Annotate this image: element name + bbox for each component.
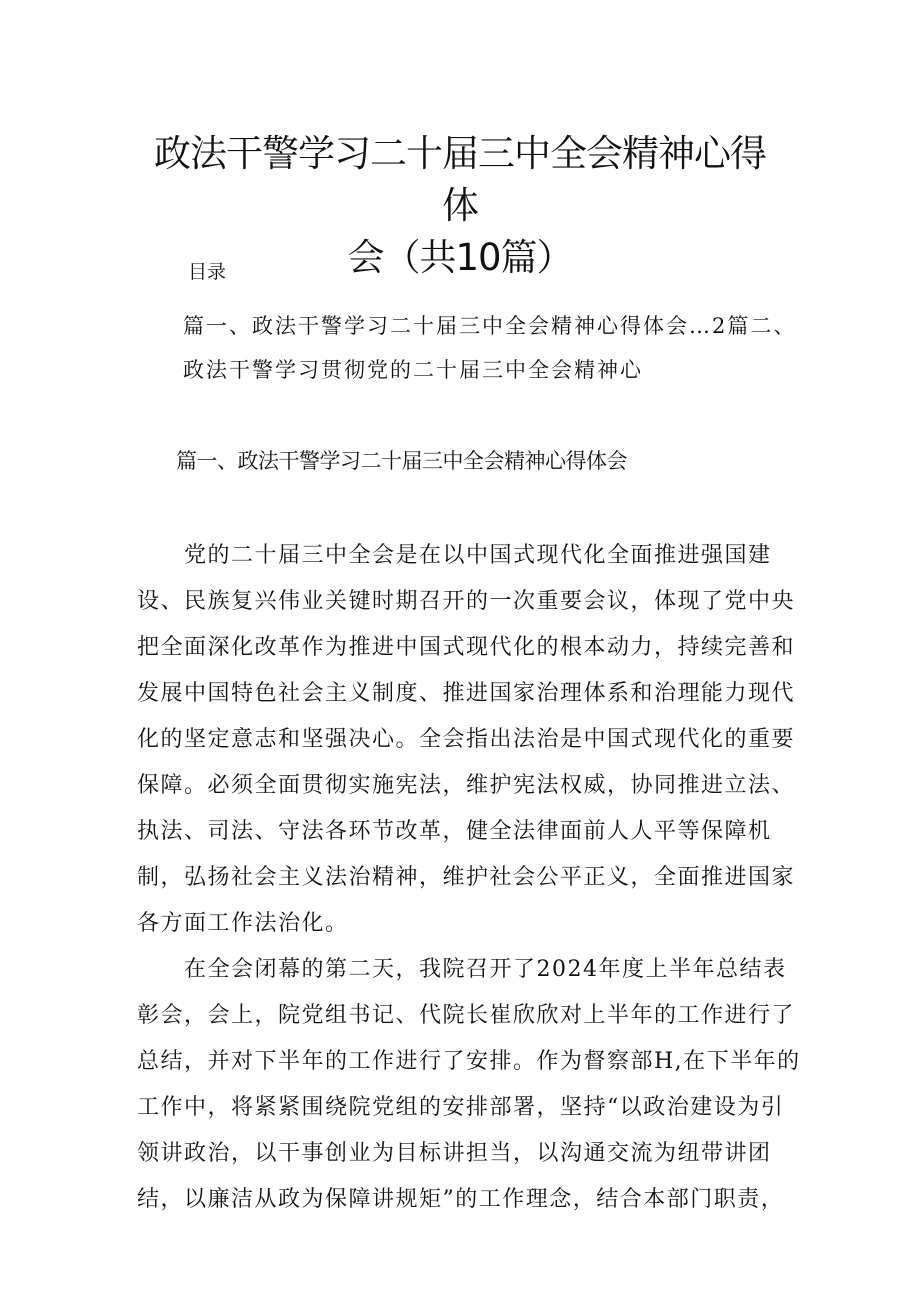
text-line: 总结，并对下半年的工作进行了安排。作为督察部H,在下半年的 — [137, 1049, 801, 1074]
text-line: 各方面工作法治化。 — [137, 911, 349, 936]
text-line: 发展中国特色社会主义制度、推进国家治理体系和治理能力现代 — [137, 681, 796, 706]
text-line: 保障。必须全面贯彻实施宪法，维护宪法权威，协同推进立法、 — [137, 773, 796, 798]
toc-entry-line[interactable]: 篇一、政法干警学习二十届三中全会精神心得体会…2篇二、 — [183, 314, 797, 338]
text-line: 制，弘扬社会主义法治精神，维护社会公平正义，全面推进国家 — [137, 865, 796, 890]
text-line: 党的二十届三中全会是在以中国式现代化全面推进强国建 — [184, 543, 772, 568]
text-line: 结，以廉洁从政为保障讲规矩”的工作理念，结合本部门职责， — [137, 1187, 785, 1212]
text-line: 工作中，将紧紧围绕院党组的安排部署，坚持“以政治建设为引 — [137, 1095, 785, 1120]
text-line: 设、民族复兴伟业关键时期召开的一次重要会议，体现了党中央 — [137, 589, 796, 614]
title-line-2: 会（共10篇） — [347, 236, 573, 279]
text-line: 彰会，会上，院党组书记、代院长崔欣欣对上半年的工作进行了 — [137, 1003, 796, 1028]
section-heading: 篇一、政法干警学习二十届三中全会精神心得体会 — [176, 449, 627, 473]
title-line-1: 政法干警学习二十届三中全会精神心得体 — [154, 132, 766, 227]
text-line: 执法、司法、守法各环节改革，健全法律面前人人平等保障机 — [137, 819, 772, 844]
text-line: 化的坚定意志和坚强决心。全会指出法治是中国式现代化的重要 — [137, 727, 796, 752]
document-title — [140, 128, 780, 284]
text-line: 把全面深化改革作为推进中国式现代化的根本动力，持续完善和 — [137, 635, 796, 660]
text-line: 领讲政治，以干事创业为目标讲担当，以沟通交流为纽带讲团 — [137, 1141, 772, 1166]
toc-entry-line[interactable]: 政法干警学习贯彻党的二十届三中全会精神心 — [183, 358, 643, 382]
text-line: 在全会闭幕的第二天，我院召开了2024年度上半年总结表 — [184, 957, 787, 982]
toc-heading: 目录 — [188, 261, 227, 283]
